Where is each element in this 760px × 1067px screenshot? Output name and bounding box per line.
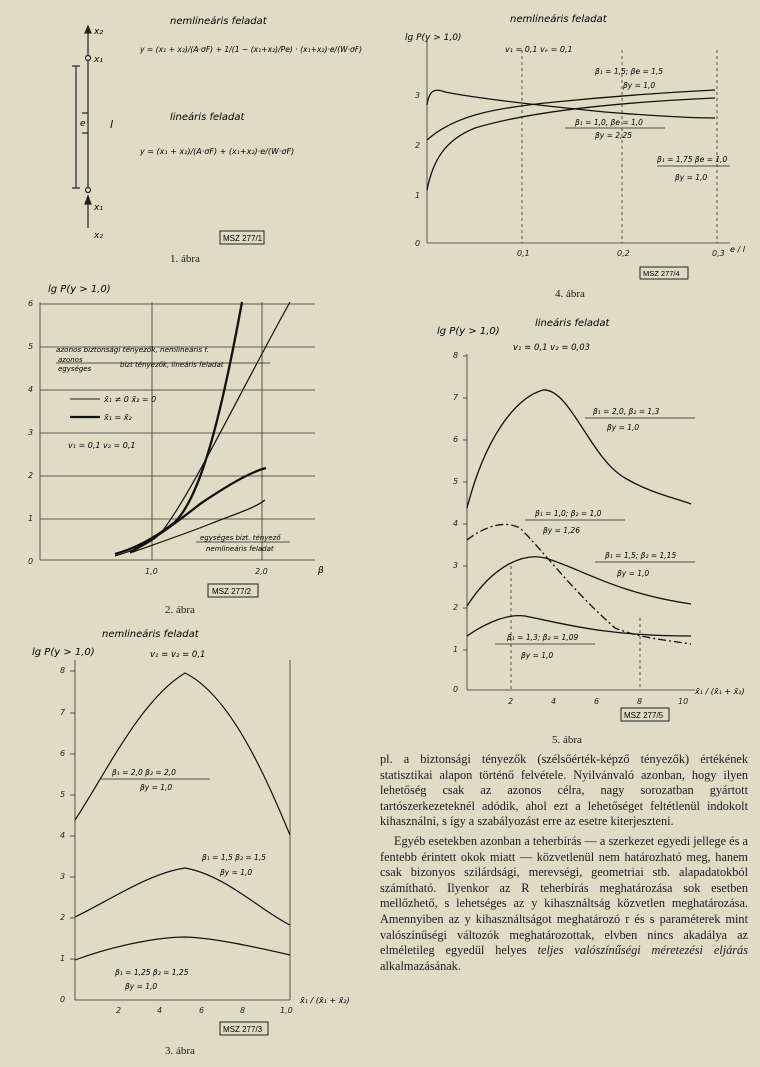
svg-text:5: 5	[453, 477, 459, 486]
fig1-e: e	[80, 119, 86, 129]
svg-text:4: 4	[157, 1006, 163, 1015]
fig3-xlabel: x̄₁ / (x̄₁ + x̄₂)	[300, 996, 350, 1005]
svg-text:6: 6	[594, 697, 600, 706]
fig2-ann3a: egységes bizt. tényező	[200, 534, 281, 542]
fig4-ylabel: lg P(y > 1,0)	[405, 33, 462, 43]
fig2-ann2a: azonos	[58, 356, 83, 364]
fig2-legend-solid: x̄₁ = x̄₂	[104, 413, 132, 422]
body-text	[380, 752, 748, 974]
paragraph-2-italic: teljes valószínűségi méretezési eljárás	[537, 943, 748, 958]
svg-text:6: 6	[453, 435, 459, 444]
fig4-c3b: βy = 1,0	[675, 173, 708, 182]
svg-text:0,2: 0,2	[617, 249, 630, 258]
fig5-c1b: βy = 1,0	[607, 423, 640, 432]
fig5-c2a: β₁ = 1,0; β₂ = 1,0	[535, 509, 602, 518]
svg-text:6: 6	[60, 749, 66, 758]
fig2-ylabel: lg P(y > 1,0)	[48, 284, 111, 295]
fig3-c1a: β₁ = 2,0 β₂ = 2,0	[112, 768, 176, 777]
svg-text:0,1: 0,1	[517, 249, 530, 258]
fig5-c4a: β₁ = 1,3; β₂ = 1,09	[507, 633, 579, 642]
svg-text:1: 1	[60, 954, 66, 963]
svg-text:8: 8	[240, 1006, 246, 1015]
svg-text:0,3: 0,3	[712, 249, 725, 258]
figure-1	[60, 16, 363, 248]
svg-text:2: 2	[116, 1006, 122, 1015]
fig1-x1-bottom: x₁	[94, 203, 103, 213]
svg-text:6: 6	[199, 1006, 205, 1015]
fig4-stamp: MSZ 277/4	[643, 269, 680, 278]
paragraph-2	[380, 834, 748, 974]
svg-text:7: 7	[60, 708, 66, 717]
fig4-c2b: βy = 2,25	[595, 131, 632, 140]
svg-text:5: 5	[28, 342, 34, 351]
fig4-c1b: βy = 1,0	[623, 81, 656, 90]
svg-text:1,0: 1,0	[280, 1006, 293, 1015]
fig1-x2-bottom: x₂	[94, 231, 103, 241]
fig3-c3a: β₁ = 1,25 β₂ = 1,25	[115, 968, 189, 977]
paragraph-1: pl. a biztonsági tényezők (szélsőérték-képző tényezők) értékének statisztikai alapon történő felvétele. Nyilvánvaló azonban, hogy ilyen lehetőség csak az azonos célra, nagy sorozatban gyártott tartószerkezeteknél adódik, ahol ezt a lehetőséget feltétlenül indokolt kihasználni, s így a szabályozást erre az esetre kiterjeszteni.	[380, 752, 748, 829]
svg-text:2,0: 2,0	[255, 567, 268, 576]
fig1-title-nonlin: nemlineáris feladat	[170, 16, 267, 27]
fig2-ann2c: bizt tényezők, lineáris feladat	[120, 361, 224, 369]
fig5-c3a: β₁ = 1,5; β₂ = 1,15	[605, 551, 677, 560]
fig4-title: nemlineáris feladat	[510, 14, 607, 25]
fig1-x1-top: x₁	[94, 55, 103, 65]
fig2-xlabel: β	[318, 566, 324, 576]
fig2-ann3b: nemlineáris feladat	[206, 545, 274, 553]
fig2-params: v₁ = 0,1 v₂ = 0,1	[68, 441, 136, 450]
fig1-eq-lin: y = (x₁ + x₂)/(A·σF) + (x₁+x₂)·e/(W·σF)	[140, 147, 295, 156]
svg-text:0: 0	[60, 995, 66, 1004]
svg-text:0: 0	[415, 239, 421, 248]
svg-text:4: 4	[60, 831, 66, 840]
svg-text:7: 7	[453, 393, 459, 402]
fig2-caption: 2. ábra	[165, 604, 195, 616]
fig3-caption: 3. ábra	[165, 1045, 195, 1057]
svg-text:0: 0	[453, 685, 459, 694]
svg-text:4: 4	[453, 519, 459, 528]
fig3-title: nemlineáris feladat	[102, 629, 199, 640]
paragraph-2-start: Egyéb esetekben azonban a teherbírás — a szerkezet egyedi jellege és a fentebb érintett okok miatt — közvetlenül nem határozható meg, hanem csak bizonyos szilárdsági, merevségi, geometriai stb. alapadatokból számítható. Ilyenkor az R teherbírás meghatározása sok esetben mellőzhető, s lehetséges az y kihasználtság közvetlen meghatározása. Amennyiben az y kihasználtságot meghatározó r és s paraméterek mint valószínűségi változók meghatározottak, elvben nincs akadálya az elméletileg egyedül helyes	[380, 833, 748, 958]
fig1-caption: 1. ábra	[170, 253, 200, 265]
fig5-stamp: MSZ 277/5	[624, 711, 664, 720]
svg-text:2: 2	[60, 913, 66, 922]
svg-text:5: 5	[60, 790, 66, 799]
fig4-c1a: β₁ = 1,5; βe = 1,5	[595, 67, 664, 76]
svg-text:8: 8	[60, 666, 66, 675]
fig5-c2b: βy = 1,26	[543, 526, 580, 535]
fig5-ylabel: lg P(y > 1,0)	[437, 326, 500, 337]
svg-text:2: 2	[415, 141, 421, 150]
fig3-c1b: βy = 1,0	[140, 783, 173, 792]
fig5-title: lineáris feladat	[535, 318, 610, 329]
svg-text:3: 3	[453, 561, 459, 570]
svg-text:10: 10	[678, 697, 689, 706]
fig4-caption: 4. ábra	[555, 288, 585, 300]
fig3-stamp: MSZ 277/3	[223, 1025, 263, 1034]
fig2-ann2b: egységes	[58, 365, 92, 373]
fig2-legend-dashed: x̄₁ ≠ 0 x̄₂ = 0	[104, 395, 157, 404]
svg-text:6: 6	[28, 299, 34, 308]
paragraph-2-end: alkalmazásának.	[380, 958, 461, 973]
svg-text:4: 4	[28, 385, 34, 394]
svg-text:8: 8	[637, 697, 643, 706]
fig5-caption: 5. ábra	[552, 734, 582, 746]
fig2-stamp: MSZ 277/2	[212, 587, 252, 596]
svg-text:1,0: 1,0	[145, 567, 158, 576]
fig4-c2a: β₁ = 1,0, βe = 1,0	[575, 118, 643, 127]
svg-text:8: 8	[453, 351, 459, 360]
svg-text:2: 2	[508, 697, 514, 706]
svg-text:0: 0	[28, 557, 34, 566]
fig1-stamp: MSZ 277/1	[223, 234, 263, 243]
fig3-c3b: βy = 1,0	[125, 982, 158, 991]
fig3-c2b: βy = 1,0	[220, 868, 253, 877]
figure-5	[395, 318, 755, 738]
svg-text:1: 1	[28, 514, 34, 523]
svg-text:3: 3	[415, 91, 421, 100]
fig1-x2-top: x₂	[94, 27, 103, 37]
fig5-xlabel: x̄₁ / (x̄₁ + x̄₂)	[695, 687, 745, 696]
figure-3	[30, 625, 350, 1045]
fig4-c3a: β₁ = 1,75 βe = 1,0	[657, 155, 728, 164]
svg-text:3: 3	[28, 428, 34, 437]
fig1-eq-nonlin: y = (x₁ + x₂)/(A·σF) + 1/(1 − (x₁+x₂)/Pe) · (x₁+x₂)·e/(W·σF)	[140, 45, 363, 54]
fig3-c2a: β₁ = 1,5 β₂ = 1,5	[202, 853, 266, 862]
fig3-ylabel: lg P(y > 1,0)	[32, 647, 95, 658]
fig4-params: v₁ = 0,1 vₑ = 0,1	[505, 45, 573, 54]
svg-text:1: 1	[453, 645, 459, 654]
fig4-xlabel: e / l	[730, 245, 745, 254]
figure-4	[385, 10, 755, 280]
svg-text:2: 2	[453, 603, 459, 612]
fig5-c3b: βy = 1,0	[617, 569, 650, 578]
fig3-params: v₁ = v₂ = 0,1	[150, 650, 206, 660]
svg-text:1: 1	[415, 191, 421, 200]
figure-2	[0, 272, 340, 602]
svg-text:3: 3	[60, 872, 66, 881]
fig5-params: v₁ = 0,1 v₂ = 0,03	[513, 343, 591, 353]
fig5-c4b: βy = 1,0	[521, 651, 554, 660]
svg-text:4: 4	[551, 697, 557, 706]
fig2-ann1: azonos biztonsági tényezők, nemlineáris f.	[56, 345, 210, 354]
fig1-l: l	[110, 118, 114, 131]
fig1-title-lin: lineáris feladat	[170, 112, 245, 123]
svg-text:2: 2	[28, 471, 34, 480]
fig5-c1a: β₁ = 2,0, β₂ = 1,3	[593, 407, 660, 416]
